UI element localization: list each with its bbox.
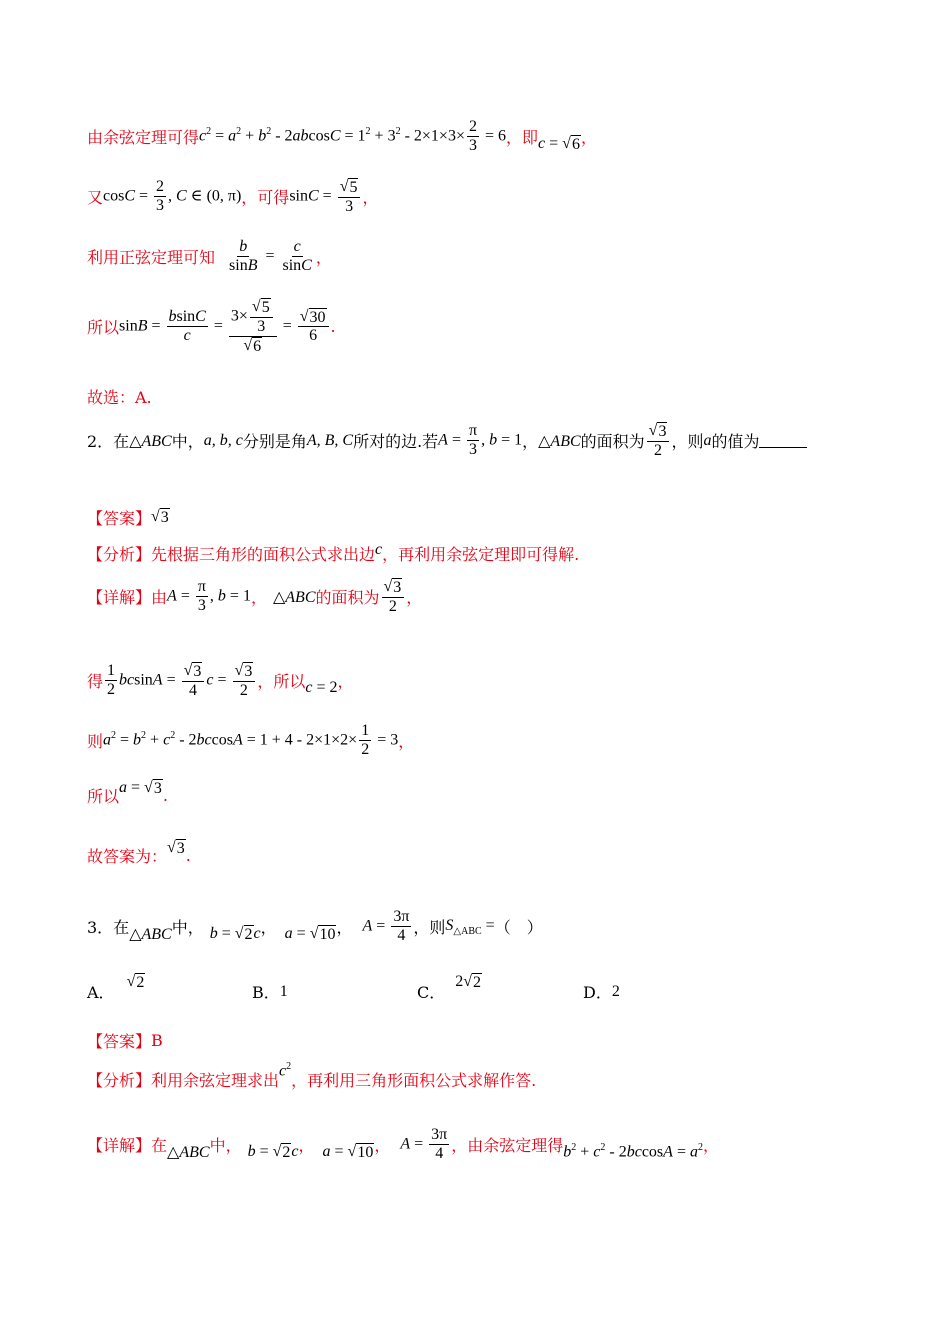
option-d: D． 2 (583, 982, 620, 1002)
cos-c-line: 又 cosC = $\frac{2}{3}$ , C ∈ (0, π) ，可得 sinC = √ 5 3 ， (87, 178, 379, 215)
question-3: 3．在 △ABC 中， b = √ 2 c ， a = √ 10 ， A = $\frac{3\pi}{4}$ ，则 $S_{\triangle ABC}$ = （ ） (87, 908, 543, 945)
question-2: 2．在 △ABC 中， a, b, c 分别是角 A, B, C 所对的边.若 A = $\frac{\pi}{3}$ , b = 1 ， △ABC 的面积为 √ 3 2 ，则 a 的值为 (87, 422, 807, 460)
analysis-2: 【分析】 先根据三角形的面积公式求出边 c ，再利用余弦定理即可得解. (87, 540, 580, 564)
detail-2-line1: 【详解】 由 A = $\frac{\pi}{3}$ , b = 1 ， △ABC 的面积为 √ 3 2 ， (87, 578, 423, 615)
detail-2-line5: 故答案为： √ 3 . (87, 839, 191, 866)
sin-b-line: 所以 sinB = $\frac{bsinC}{c}$ = 3× √ 5 3 √ 6 = √ 30 6 . (87, 298, 336, 355)
sine-law-line: 利用正弦定理可知 $\frac{b}{\sin B}$ = $\frac{c}{\sin C}$ ， (87, 238, 332, 275)
option-b: B． 1 (252, 982, 288, 1002)
answer-blank (759, 433, 807, 448)
detail-2-line3: 则 $a^2 = b^2 + c^2 - 2bccosA = 1 + 4 - 2\times 1\times 2\times$ $\frac{1}{2}$ = 3 ， (87, 722, 415, 759)
detail-3: 【详解】 在 △ABC 中， b = √ 2 c ， a = √ 10 ， A = $\frac{3\pi}{4}$ ，由余弦定理得 $b^2 + c^2 - 2bccosA = a^2$ ， (87, 1126, 719, 1163)
cosine-law-line: 由余弦定理可得 $c^2 = a^2 + b^2 - 2abcosC = 1^2 + 3^2 - 2\times 1\times 3\times$ $\frac{2}{3}$ = 6 ，即 c = √ 6 ， (87, 118, 597, 155)
option-a: A． √ 2 (87, 973, 145, 1002)
formula-c-squared: $c^2 = a^2 + b^2 - 2abcosC = 1^2 + 3^2 - 2\times 1\times 3\times$ $\frac{2}{3}$ = 6 (199, 118, 507, 155)
answer-2: 【答案】 √ 3 (87, 508, 169, 528)
answer-3: 【答案】 B (87, 1031, 163, 1051)
analysis-3: 【分析】 利用余弦定理求出 $c^2$ ，再利用三角形面积公式求解作答. (87, 1060, 537, 1090)
detail-2-line4: 所以 a = √ 3 . (87, 779, 168, 806)
option-c: C． 2√ 2 (417, 973, 482, 1002)
choice-line: 故选：A. (87, 388, 152, 407)
detail-2-line2: 得 $\frac{1}{2}$ bcsinA = √ 3 4 c = √ 3 2 ，所以 c = 2 ， (87, 662, 354, 699)
